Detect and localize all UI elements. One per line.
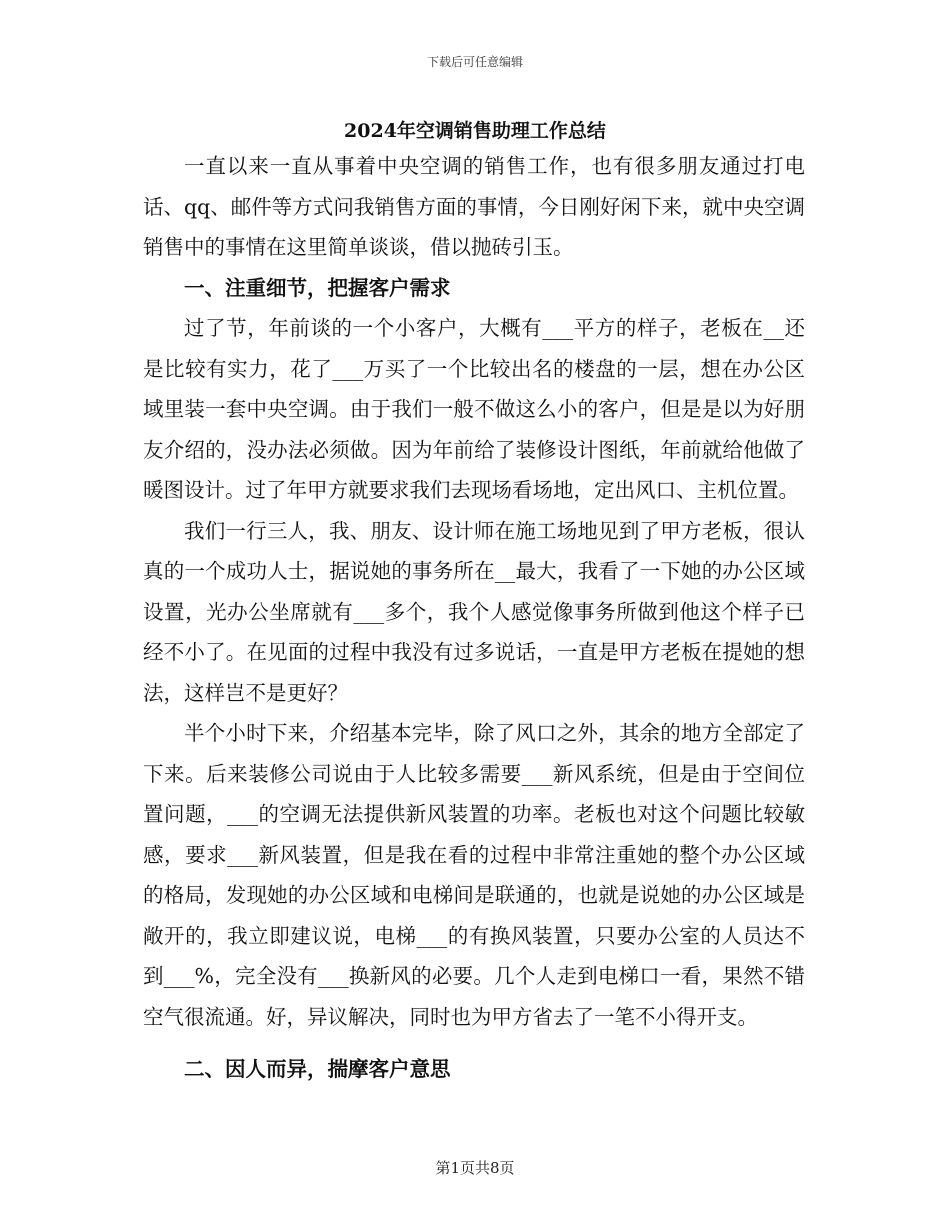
section-heading-1: 一、注重细节，把握客户需求 xyxy=(184,275,451,300)
body-paragraph: 半个小时下来，介绍基本完毕，除了风口之外，其余的地方全部定了下来。后来装修公司说由于人比较多需要___新风系统，但是由于空间位置问题，___的空调无法提供新风装置的功率。老板也对这个问题比较敏感，要求___新风装置，但是我在看的过程中非常注重她的整个办公区域的格局，发现她的办公区域和电梯间是联通的，也就是说她的办公区域是敞开的，我立即建议说，电梯___的有换风装置，只要办公室的人员达不到___%，完全没有___换新风的必要。几个人走到电梯口一看，果然不错空气很流通。好，异议解决，同时也为甲方省去了一笔不小得开支。 xyxy=(143,721,805,1029)
section-heading-2: 二、因人而异，揣摩客户意思 xyxy=(184,1057,451,1081)
document-body xyxy=(143,146,805,1090)
body-paragraph: 我们一行三人，我、朋友、设计师在施工场地见到了甲方老板，很认真的一个成功人士，据说她的事务所在__最大，我看了一下她的办公区域设置，光办公坐席就有___多个，我个人感觉像事务所做到他这个样子已经不小了。在见面的过程中我没有过多说话，一直是甲方老板在提她的想法，这样岂不是更好？ xyxy=(143,518,805,705)
page-header-note: 下载后可任意编辑 xyxy=(426,55,523,69)
page-number: 第1页共8页 xyxy=(435,1159,515,1177)
document-title: 2024年空调销售助理工作总结 xyxy=(344,120,606,142)
body-paragraph: 过了节，年前谈的一个小客户，大概有___平方的样子，老板在__还是比较有实力，花了___万买了一个比较出名的楼盘的一层，想在办公区域里装一套中央空调。由于我们一般不做这么小的客户，但是是以为好朋友介绍的，没办法必须做。因为年前给了装修设计图纸，年前就给他做了暖图设计。过了年甲方就要求我们去现场看场地，定出风口、主机位置。 xyxy=(143,316,805,502)
intro-paragraph: 一直以来一直从事着中央空调的销售工作，也有很多朋友通过打电话、qq、邮件等方式问我销售方面的事情，今日刚好闲下来，就中央空调销售中的事情在这里简单谈谈，借以抛砖引玉。 xyxy=(143,154,805,259)
